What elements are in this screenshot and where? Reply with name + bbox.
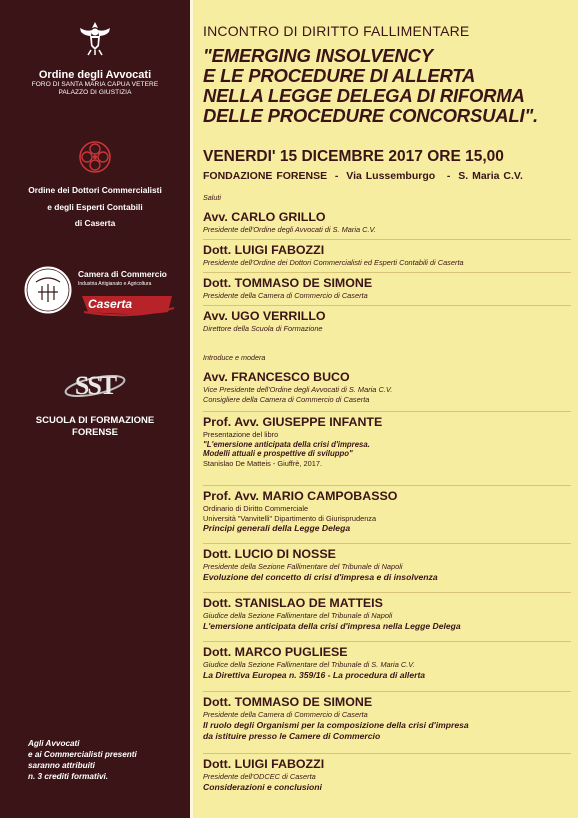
org-scuola-line2: FORENSE [72, 427, 118, 438]
speaker-topic: Considerazioni e conclusioni [203, 781, 322, 792]
speaker-topic: La Direttiva Europea n. 359/16 - La procedura di allerta [203, 669, 426, 680]
speaker-role: Presidente dell'Ordine dei Dottori Commercialisti ed Esperti Contabili di Caserta [203, 258, 464, 267]
speaker-entry [203, 489, 571, 534]
credits-note-line: n. 3 crediti formativi. [28, 772, 109, 781]
speaker-role: Presentazione del libro [203, 430, 279, 439]
separator [203, 691, 571, 692]
speaker-name: Dott. LUIGI FABOZZI [203, 243, 325, 257]
credits-note-line: e ai Commercialisti presenti [28, 750, 137, 759]
org-avvocati-name: Ordine degli Avvocati [38, 69, 152, 81]
org-avvocati-line2: PALAZZO DI GIUSTIZIA [58, 89, 132, 96]
speaker-name: Avv. UGO VERRILLO [203, 309, 326, 323]
speaker-role: Giudice della Sezione Fallimentare del Tribunale di S. Maria C.V. [203, 660, 415, 669]
speaker-role: Direttore della Scuola di Formazione [203, 324, 323, 333]
speaker-role: Presidente della Camera di Commercio di Caserta [203, 710, 368, 719]
separator [203, 753, 571, 754]
separator [203, 272, 571, 273]
speaker-role: Università "Vanvitelli" Dipartimento di Giurisprudenza [203, 513, 377, 523]
speaker-name: Dott. LUCIO DI NOSSE [203, 547, 336, 561]
speaker-role: Presidente della Sezione Fallimentare del Tribunale di Napoli [203, 562, 403, 571]
divider [190, 0, 193, 818]
separator [203, 411, 571, 412]
speaker-entry [203, 695, 571, 742]
org-avvocati-line1: FORO DI SANTA MARIA CAPUA VETERE [31, 81, 159, 88]
speaker-entry [203, 547, 571, 583]
separator [203, 641, 571, 642]
sst-logo [63, 368, 127, 404]
speaker-entry [203, 243, 571, 268]
speaker-entry [203, 276, 571, 301]
credits-note [28, 738, 178, 782]
speaker-name: Prof. Avv. MARIO CAMPOBASSO [203, 489, 398, 503]
book-title: Modelli attuali e prospettive di sviluppo" [203, 449, 353, 458]
org-camera-commercio [22, 262, 182, 325]
sst-logo-letters: SST [74, 371, 116, 400]
separator [203, 485, 571, 486]
speaker-role: Vice Presidente dell'Ordine degli Avvocati di S. Maria C.V. [203, 385, 393, 394]
speaker-topic: Il ruolo degli Organismi per la composizione della crisi d'impresa [203, 719, 469, 730]
org-commercialisti-line2: e degli Esperti Contabili [47, 201, 143, 212]
speaker-name: Dott. TOMMASO DE SIMONE [203, 695, 373, 709]
speaker-name: Avv. CARLO GRILLO [203, 210, 326, 224]
org-scuola-forense [0, 368, 190, 439]
org-scuola-line1: SCUOLA DI FORMAZIONE [35, 415, 155, 426]
camera-commercio-sub: Industria Artigianato e Agricoltura [78, 281, 152, 287]
org-commercialisti-line3: di Caserta [74, 218, 116, 228]
event-title-line: NELLA LEGGE DELEGA DI RIFORMA [203, 85, 525, 106]
speaker-topic: L'emersione anticipata della crisi d'impresa nella Legge Delega [203, 620, 461, 631]
credits-note-line: Agli Avvocati [28, 739, 80, 748]
speaker-name: Dott. LUIGI FABOZZI [203, 757, 325, 771]
speaker-topic: da istituire presso le Camere di Commercio [203, 730, 381, 741]
camera-commercio-city: Caserta [88, 297, 133, 311]
speaker-entry [203, 757, 571, 793]
section-saluti: Saluti [203, 193, 221, 202]
speaker-role: Giudice della Sezione Fallimentare del Tribunale di Napoli [203, 611, 393, 620]
camera-commercio-title: Camera di Commercio [78, 269, 167, 279]
speaker-name: Dott. STANISLAO DE MATTEIS [203, 596, 383, 610]
event-venue: FONDAZIONE FORENSE - Via Lussemburgo - S. Maria C.V. [203, 170, 523, 182]
speaker-role: Presidente dell'Ordine degli Avvocati di S. Maria C.V. [203, 225, 376, 234]
separator [203, 305, 571, 306]
event-title [203, 46, 538, 126]
moderator-entry [203, 370, 571, 404]
speaker-entry [203, 309, 571, 334]
event-title-line: "EMERGING INSOLVENCY [203, 45, 433, 66]
speaker-role: Presidente della Camera di Commercio di Caserta [203, 291, 368, 300]
event-title-line: E LE PROCEDURE DI ALLERTA [203, 65, 476, 86]
credits-note-line: saranno attribuiti [28, 761, 95, 770]
speaker-entry [203, 415, 571, 468]
speaker-role: Consigliere della Camera di Commercio di Caserta [203, 394, 370, 404]
speaker-name: Prof. Avv. GIUSEPPE INFANTE [203, 415, 383, 429]
speaker-topic: Evoluzione del concetto di crisi d'impresa e di insolvenza [203, 571, 438, 582]
book-author: Stanislao De Matteis - Giuffrè, 2017. [203, 458, 322, 468]
speaker-name: Avv. FRANCESCO BUCO [203, 370, 350, 384]
sidebar [0, 0, 190, 818]
event-type: INCONTRO DI DIRITTO FALLIMENTARE [203, 23, 470, 39]
speaker-entry [203, 210, 571, 235]
speaker-topic: Principi generali della Legge Delega [203, 523, 351, 533]
event-date: VENERDI' 15 DICEMBRE 2017 ORE 15,00 [203, 148, 504, 165]
main-content [203, 0, 571, 818]
separator [203, 592, 571, 593]
org-commercialisti-line1: Ordine dei Dottori Commercialisti [28, 185, 162, 195]
speaker-role: Ordinario di Diritto Commerciale [203, 504, 309, 513]
separator [203, 543, 571, 544]
speaker-role: Presidente dell'ODCEC di Caserta [203, 772, 316, 781]
eagle-crest-icon [75, 18, 115, 58]
book-title: "L'emersione anticipata della crisi d'impresa. [203, 439, 370, 449]
speaker-entry [203, 645, 571, 681]
speaker-entry [203, 596, 571, 632]
event-title-line: DELLE PROCEDURE CONCORSUALI". [203, 105, 538, 126]
org-avvocati [0, 18, 190, 97]
section-intro: Introduce e modera [203, 353, 266, 362]
rosette-logo-icon [78, 140, 112, 174]
speaker-name: Dott. MARCO PUGLIESE [203, 645, 348, 659]
separator [203, 239, 571, 240]
org-commercialisti [0, 140, 190, 229]
speaker-name: Dott. TOMMASO DE SIMONE [203, 276, 373, 290]
